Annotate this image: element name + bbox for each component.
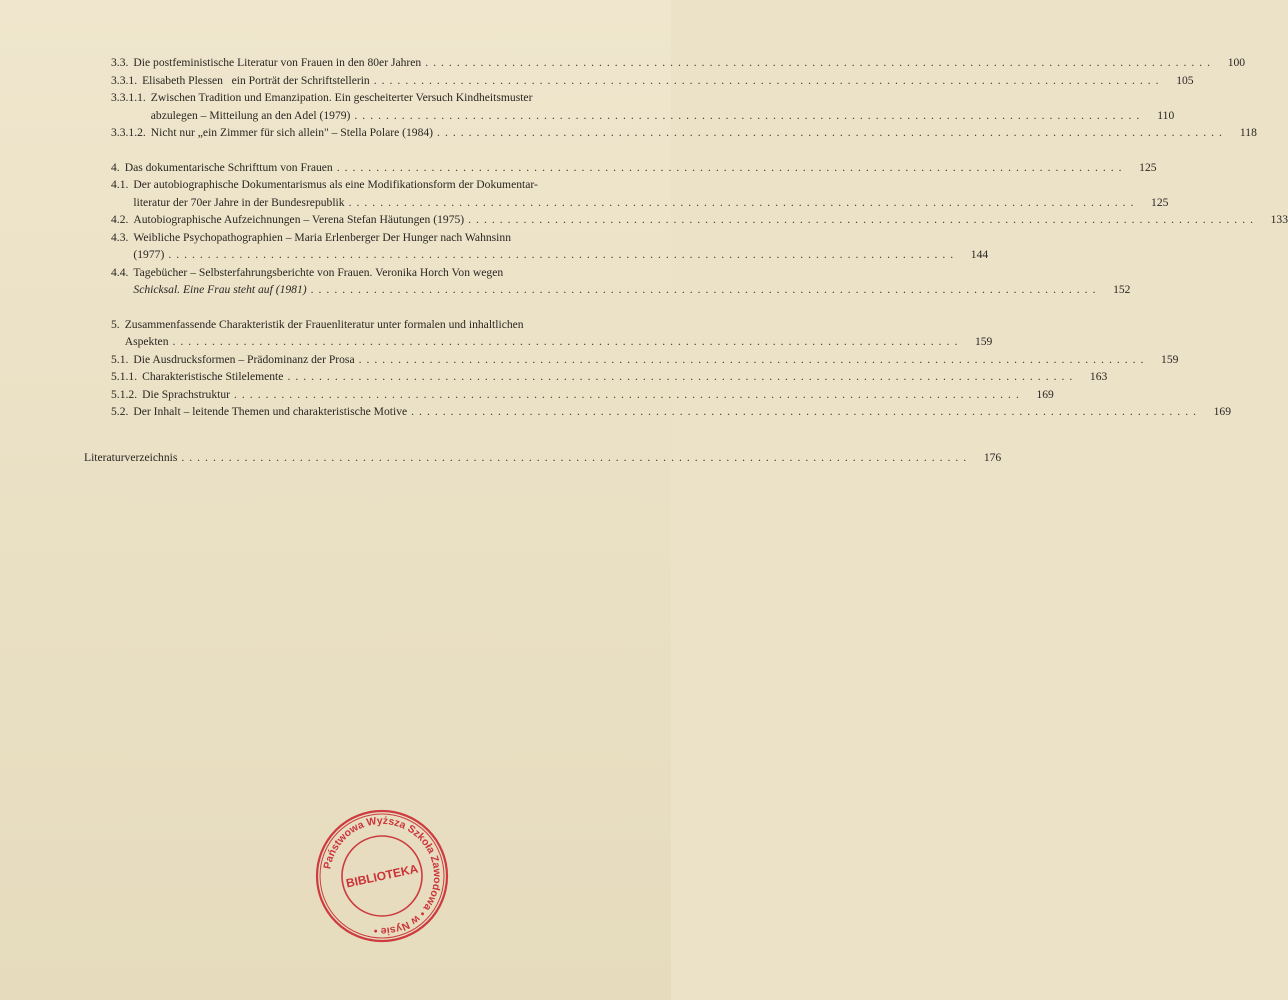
toc-title: Autobiographische Aufzeichnungen – Verena Stefan Häutungen (1975): [133, 213, 465, 226]
toc-entry-3-3-1: 3.3.1. Elisabeth Plessen ein Porträt der Schriftstellerin .................................................................................................... 105: [111, 72, 627, 90]
toc-number: 3.3.: [111, 56, 129, 69]
toc-entry-3-3-1-2: 3.3.1.2. Nicht nur „ein Zimmer für sich allein" – Stella Polare (1984) .................................................................................................... 118: [111, 124, 627, 142]
toc-page: 144: [970, 248, 989, 261]
toc-entry-4-3: 4.3. Weibliche Psychopathographien – Maria Erlenberger Der Hunger nach Wahnsinn (1977) .................................................................................................... 144: [111, 229, 627, 264]
toc-entry-3-3-1-1: 3.3.1.1. Zwischen Tradition und Emanzipation. Ein gescheiterter Versuch Kindheitsmuster abzulegen – Mitteilung an den Adel (1979) .................................................................................................... 110: [111, 89, 627, 124]
toc-title-line: Tagebücher – Selbsterfahrungsberichte von Frauen. Veronika Horch Von wegen: [133, 265, 504, 279]
toc-number: 5.2.: [111, 405, 129, 418]
toc-title: literatur der 70er Jahre in der Bundesrepublik: [133, 195, 345, 209]
toc-page: 105: [1176, 73, 1194, 87]
toc-page: 159: [1161, 352, 1179, 366]
toc-title: Der Inhalt – leitende Themen und charakteristische Motive: [133, 405, 408, 418]
toc-entry-4-2: 4.2. Autobiographische Aufzeichnungen – Verena Stefan Häutungen (1975) .................................................................................................... 133: [111, 211, 627, 229]
toc-title: Elisabeth Plessen ein Porträt der Schriftstellerin: [142, 73, 370, 87]
toc-page: 163: [1089, 370, 1108, 383]
toc-entry-5-2: 5.2. Der Inhalt – leitende Themen und charakteristische Motive .................................................................................................... 169: [111, 403, 627, 421]
toc-page: 169: [1213, 405, 1231, 418]
toc-number: 3.3.1.: [111, 73, 138, 87]
toc-title: Das dokumentarische Schrifttum von Frauen: [124, 160, 333, 174]
toc-title-line: Zusammenfassende Charakteristik der Frauenliteratur unter formalen und inhaltlichen: [124, 317, 524, 331]
toc-number: 5.1.1.: [111, 370, 138, 383]
toc-title: (1977): [133, 248, 165, 261]
toc-page: 176: [983, 450, 1002, 464]
toc-number: 4.1.: [111, 178, 129, 191]
toc-page: 169: [1036, 387, 1054, 401]
toc-entry-4-1: 4.1. Der autobiographische Dokumentarismus als eine Modifikationsform der Dokumentar- literatur der 70er Jahre in der Bundesrepublik .................................................................................................... 125: [111, 176, 627, 211]
toc-title: Charakteristische Stilelemente: [142, 370, 284, 383]
toc-page: 125: [1139, 160, 1157, 174]
table-of-contents: [84, 54, 1288, 466]
toc-number: 3.3.1.1.: [111, 91, 146, 104]
toc-title: Aspekten: [124, 335, 169, 348]
toc-number: 4.: [111, 160, 120, 174]
toc-number: 4.2.: [111, 213, 129, 226]
stamp-center-text: BIBLIOTEKA: [344, 861, 420, 891]
toc-page: 118: [1239, 126, 1257, 139]
toc-entry-5-1: 5.1. Die Ausdrucksformen – Prädominanz der Prosa .................................................................................................... 159: [111, 351, 627, 369]
library-stamp: [314, 808, 450, 944]
toc-title: abzulegen – Mitteilung an den Adel (1979): [150, 108, 351, 122]
toc-number: 4.4.: [111, 265, 129, 279]
toc-title-line: Weibliche Psychopathographien – Maria Erlenberger Der Hunger nach Wahnsinn: [133, 230, 511, 244]
toc-number: 5.1.: [111, 352, 129, 366]
toc-entry-4: 4. Das dokumentarische Schrifttum von Frauen .................................................................................................... 125: [111, 159, 627, 177]
toc-entry-5: 5. Zusammenfassende Charakteristik der Frauenliteratur unter formalen und inhaltlichen Aspekten .................................................................................................... 159: [111, 316, 627, 351]
toc-entry-3-3: 3.3. Die postfeministische Literatur von Frauen in den 80er Jahren .................................................................................................... 100: [111, 54, 627, 72]
toc-page: 159: [974, 335, 993, 348]
toc-page: 110: [1157, 108, 1175, 122]
toc-title: Die Sprachstruktur: [142, 387, 230, 401]
toc-title: Nicht nur „ein Zimmer für sich allein" – Stella Polare (1984): [150, 126, 434, 139]
toc-entry-4-4: 4.4. Tagebücher – Selbsterfahrungsberichte von Frauen. Veronika Horch Von wegen Schicksal. Eine Frau steht auf (1981) .................................................................................................... 152: [111, 264, 627, 299]
toc-title: Die Ausdrucksformen – Prädominanz der Prosa: [133, 352, 355, 366]
toc-title-line: Zwischen Tradition und Emanzipation. Ein gescheiterter Versuch Kindheitsmuster: [150, 91, 533, 104]
toc-entry-5-1-2: 5.1.2. Die Sprachstruktur .................................................................................................... 169: [111, 386, 627, 404]
toc-number: 4.3.: [111, 230, 129, 244]
toc-number: 3.3.1.2.: [111, 126, 146, 139]
toc-entry-5-1-1: 5.1.1. Charakteristische Stilelemente .................................................................................................... 163: [111, 368, 627, 386]
toc-page: 125: [1151, 195, 1169, 209]
toc-title: Die postfeministische Literatur von Frauen in den 80er Jahren: [133, 56, 422, 69]
toc-page: 133: [1270, 213, 1288, 226]
toc-page: 152: [1113, 283, 1131, 296]
toc-title: Schicksal. Eine Frau steht auf (1981): [133, 283, 307, 296]
toc-title-line: Der autobiographische Dokumentarismus als eine Modifikationsform der Dokumentar-: [133, 178, 538, 191]
toc-title: Literaturverzeichnis: [84, 450, 178, 464]
toc-entry-literaturverzeichnis: Literaturverzeichnis .................................................................................................... 176: [84, 449, 627, 467]
stamp-ring-text: Państwowa Wyższa Szkoła Zawodowa • w Nysie •: [321, 814, 444, 938]
toc-number: 5.1.2.: [111, 387, 138, 401]
toc-page: 100: [1227, 56, 1246, 69]
toc-number: 5.: [111, 317, 120, 331]
